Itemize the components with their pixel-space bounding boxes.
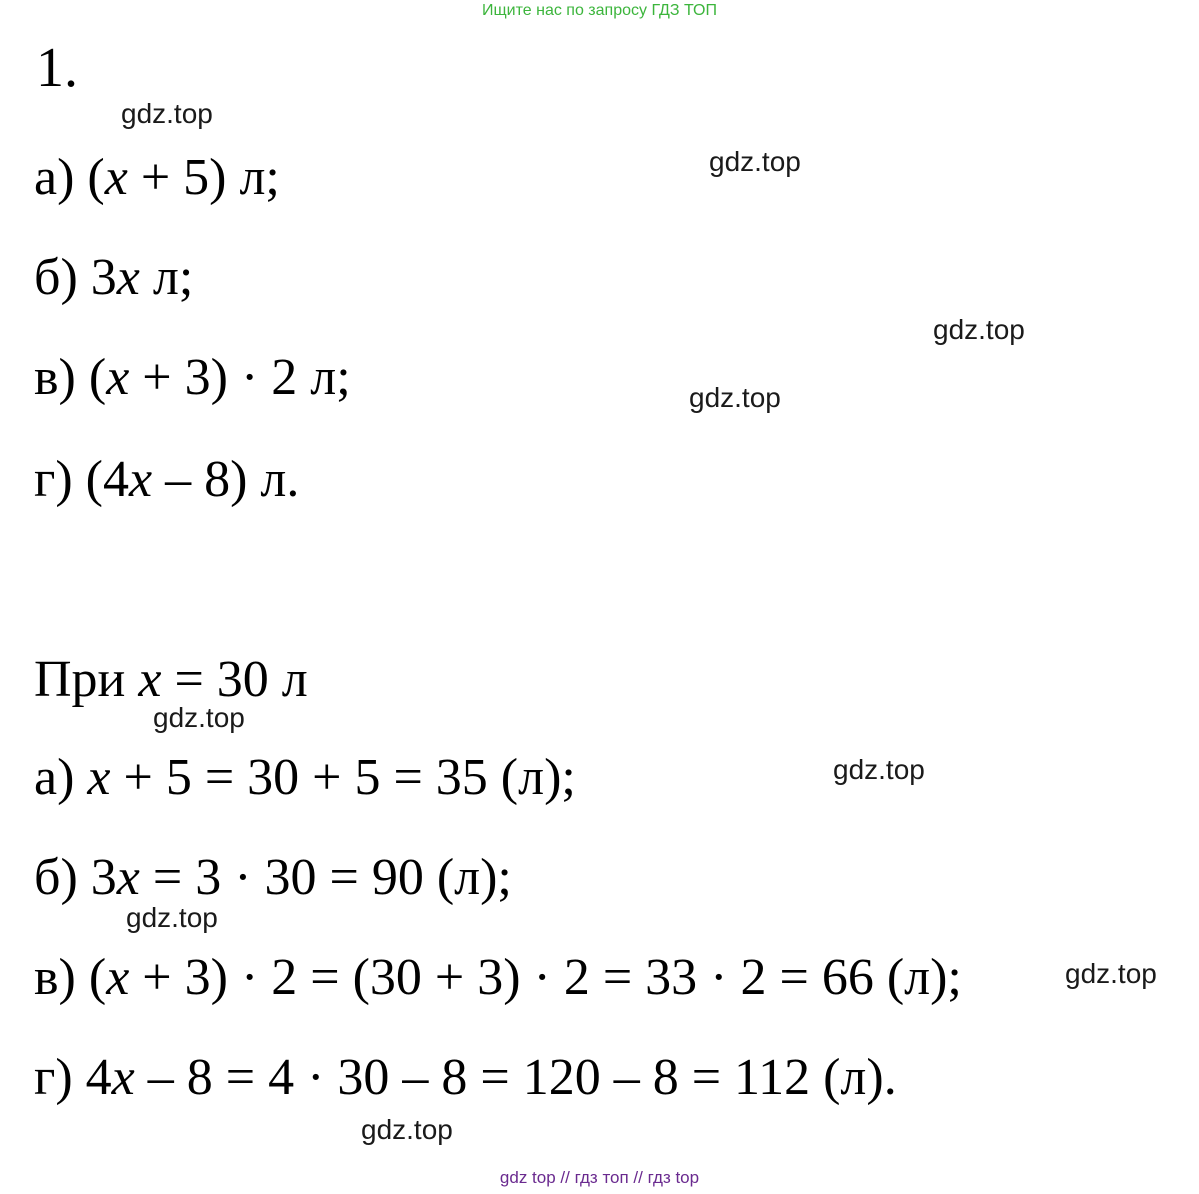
watermark: gdz.top: [121, 98, 213, 129]
item-label: б): [34, 249, 78, 306]
expr-pre: 3: [90, 249, 117, 306]
item-label: в): [34, 349, 76, 406]
variable-x: x: [128, 451, 153, 508]
expr-post: л;: [139, 249, 194, 306]
watermark: gdz.top: [689, 382, 781, 413]
item-label: г): [34, 451, 73, 508]
variable-x: x: [104, 149, 128, 206]
variable-x: x: [106, 949, 130, 1006]
item-label: а): [34, 149, 75, 206]
variable-x: x: [116, 249, 140, 306]
expr-post: + 3) · 2 л;: [129, 349, 351, 406]
variable-x: x: [106, 349, 130, 406]
variable-x: x: [138, 651, 162, 708]
expr-pre: (: [88, 949, 107, 1006]
bottom-footer: gdz top // гдз топ // гдз top: [499, 1168, 700, 1187]
answer-b-expression: [34, 249, 194, 306]
expr-pre: 4: [85, 1049, 112, 1106]
watermark: gdz.top: [1065, 958, 1157, 989]
top-banner: Ищите нас по запросу ГДЗ ТОП: [482, 2, 717, 19]
answer-d-expression: [34, 451, 300, 508]
problem-number: 1.: [36, 37, 78, 99]
calculation-b: [34, 849, 512, 906]
watermark: gdz.top: [361, 1114, 453, 1145]
variable-x: x: [87, 749, 111, 806]
item-label: г): [34, 1049, 73, 1106]
expr-post: – 8) л.: [152, 451, 300, 508]
watermark: gdz.top: [126, 902, 218, 933]
answer-c-expression: [34, 349, 351, 406]
watermark: gdz.top: [933, 314, 1025, 345]
expr-pre: (: [88, 349, 107, 406]
expr-post: + 3) · 2 = (30 + 3) · 2 = 33 · 2 = 66 (л);: [129, 949, 962, 1006]
expr-post: = 3 · 30 = 90 (л);: [139, 849, 512, 906]
watermark: gdz.top: [153, 702, 245, 733]
expr-post: + 5) л;: [127, 149, 280, 206]
item-label: б): [34, 849, 78, 906]
watermark: gdz.top: [709, 146, 801, 177]
condition-pre: При: [34, 651, 139, 708]
watermark: gdz.top: [833, 754, 925, 785]
expr-pre: (: [87, 149, 105, 206]
expr-pre: 3: [90, 849, 117, 906]
item-label: в): [34, 949, 76, 1006]
expr-post: + 5 = 30 + 5 = 35 (л);: [110, 749, 576, 806]
condition-line: [34, 651, 308, 708]
answer-a-expression: [34, 149, 280, 206]
variable-x: x: [111, 1049, 135, 1106]
variable-x: x: [116, 849, 140, 906]
calculation-a: [34, 749, 576, 806]
expr-pre: (4: [85, 451, 129, 508]
item-label: а): [34, 749, 75, 806]
calculation-c: [34, 949, 962, 1006]
calculation-d: [34, 1049, 897, 1106]
expr-post: – 8 = 4 · 30 – 8 = 120 – 8 = 112 (л).: [134, 1049, 897, 1106]
condition-post: = 30 л: [161, 651, 308, 708]
